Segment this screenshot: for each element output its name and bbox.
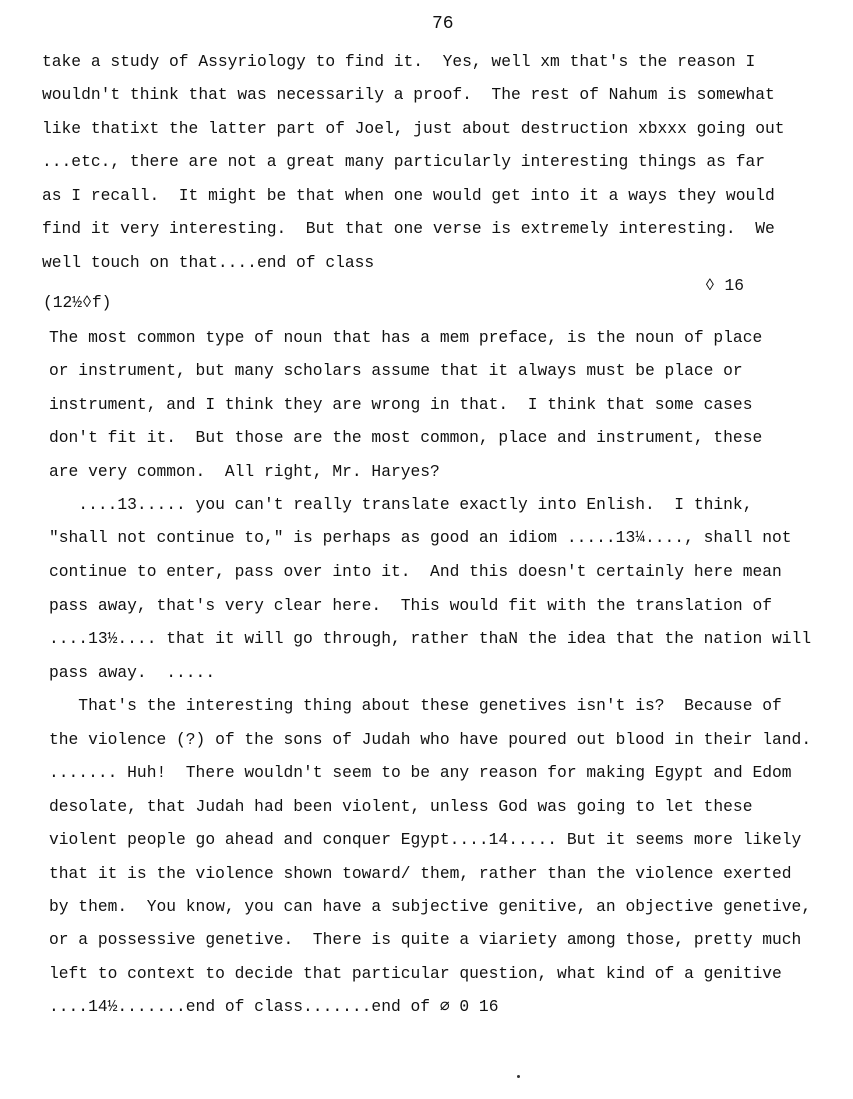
text-line: ....13..... you can't really translate exactly into Enlish. I think,	[49, 495, 753, 514]
text-line: as I recall. It might be that when one would get into it a ways they would	[42, 186, 775, 205]
text-line: desolate, that Judah had been violent, unless God was going to let these	[49, 797, 753, 816]
text-line: ...etc., there are not a great many particularly interesting things as far	[42, 152, 766, 171]
text-line: left to context to decide that particular question, what kind of a genitive	[49, 964, 782, 983]
text-line: or a possessive genetive. There is quite a viariety among those, pretty much	[49, 930, 802, 949]
text-line: or instrument, but many scholars assume that it always must be place or	[49, 361, 743, 380]
text-line: find it very interesting. But that one verse is extremely interesting. We	[42, 219, 775, 238]
text-line: continue to enter, pass over into it. And this doesn't certainly here mean	[49, 562, 782, 581]
text-line: instrument, and I think they are wrong in that. I think that some cases	[49, 395, 753, 414]
text-line: like thatixt the latter part of Joel, just about destruction xbxxx going out	[42, 119, 785, 138]
text-line: take a study of Assyriology to find it. Yes, well xm that's the reason I	[42, 52, 756, 71]
margin-note: ◊ 16	[705, 276, 745, 295]
stray-mark	[517, 1075, 520, 1078]
text-line: wouldn't think that was necessarily a proof. The rest of Nahum is somewhat	[42, 85, 775, 104]
text-line: ....13½.... that it will go through, rather thaN the idea that the nation will	[49, 629, 812, 648]
text-line: violent people go ahead and conquer Egypt....14..... But it seems more likely	[49, 830, 802, 849]
text-line: well touch on that....end of class	[42, 253, 375, 272]
text-line: don't fit it. But those are the most common, place and instrument, these	[49, 428, 763, 447]
text-line: ....... Huh! There wouldn't seem to be any reason for making Egypt and Edom	[49, 763, 792, 782]
text-line: pass away, that's very clear here. This would fit with the translation of	[49, 596, 773, 615]
text-line: that it is the violence shown toward/ them, rather than the violence exerted	[49, 864, 792, 883]
text-line: are very common. All right, Mr. Haryes?	[49, 462, 440, 481]
text-line: the violence (?) of the sons of Judah who have poured out blood in their land.	[49, 730, 812, 749]
page-number: 76	[432, 14, 454, 34]
text-line: pass away. .....	[49, 663, 216, 682]
text-line: by them. You know, you can have a subjective genitive, an objective genetive,	[49, 897, 812, 916]
text-line: That's the interesting thing about these genetives isn't is? Because of	[49, 696, 782, 715]
text-line: "shall not continue to," is perhaps as good an idiom .....13¼...., shall not	[49, 528, 792, 547]
section-marker: (12½◊f)	[43, 293, 112, 312]
text-line: ....14½.......end of class.......end of ∅ 0 16	[49, 997, 499, 1016]
text-line: The most common type of noun that has a mem preface, is the noun of place	[49, 328, 763, 347]
